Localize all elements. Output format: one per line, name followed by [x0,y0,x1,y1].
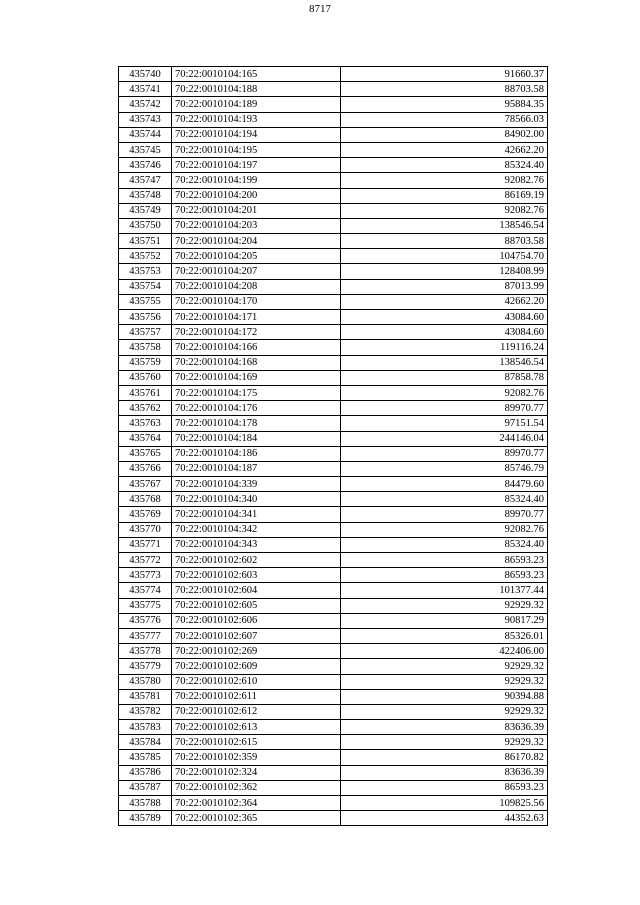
table-row [119,370,548,385]
table-row [119,568,548,583]
row-number-cell: 435764 [119,431,172,446]
value-cell: 89970.77 [341,401,548,416]
value-cell: 86169.19 [341,188,548,203]
row-number-cell: 435746 [119,158,172,173]
cadastral-number-cell: 70:22:0010104:166 [172,340,341,355]
row-number-cell: 435771 [119,537,172,552]
table-row [119,188,548,203]
value-cell: 95884.35 [341,97,548,112]
table-row [119,203,548,218]
cadastral-number-cell: 70:22:0010104:342 [172,522,341,537]
table-row [119,553,548,568]
value-cell: 86170.82 [341,750,548,765]
value-cell: 119116.24 [341,340,548,355]
table-row [119,765,548,780]
cadastral-number-cell: 70:22:0010104:168 [172,355,341,370]
value-cell: 42662.20 [341,294,548,309]
value-cell: 92082.76 [341,522,548,537]
value-cell: 83636.39 [341,765,548,780]
value-cell: 78566.03 [341,112,548,127]
value-cell: 92929.32 [341,674,548,689]
registry-table [118,66,548,826]
cadastral-number-cell: 70:22:0010102:269 [172,644,341,659]
value-cell: 109825.56 [341,796,548,811]
row-number-cell: 435755 [119,294,172,309]
cadastral-number-cell: 70:22:0010104:341 [172,507,341,522]
row-number-cell: 435754 [119,279,172,294]
cadastral-number-cell: 70:22:0010102:362 [172,780,341,795]
row-number-cell: 435779 [119,659,172,674]
table-row [119,279,548,294]
cadastral-number-cell: 70:22:0010102:359 [172,750,341,765]
value-cell: 92929.32 [341,659,548,674]
table-row [119,780,548,795]
table-row [119,613,548,628]
table-row [119,355,548,370]
cadastral-number-cell: 70:22:0010102:603 [172,568,341,583]
value-cell: 138546.54 [341,218,548,233]
row-number-cell: 435753 [119,264,172,279]
value-cell: 84479.60 [341,477,548,492]
row-number-cell: 435786 [119,765,172,780]
cadastral-number-cell: 70:22:0010104:186 [172,446,341,461]
row-number-cell: 435768 [119,492,172,507]
value-cell: 88703.58 [341,82,548,97]
table-row [119,628,548,643]
row-number-cell: 435781 [119,689,172,704]
table-row [119,461,548,476]
cadastral-number-cell: 70:22:0010104:201 [172,203,341,218]
value-cell: 97151.54 [341,416,548,431]
value-cell: 89970.77 [341,446,548,461]
cadastral-number-cell: 70:22:0010104:189 [172,97,341,112]
row-number-cell: 435784 [119,735,172,750]
cadastral-number-cell: 70:22:0010104:207 [172,264,341,279]
value-cell: 92082.76 [341,385,548,400]
value-cell: 90394.88 [341,689,548,704]
cadastral-number-cell: 70:22:0010104:172 [172,325,341,340]
row-number-cell: 435773 [119,568,172,583]
cadastral-number-cell: 70:22:0010104:176 [172,401,341,416]
table-body [119,67,548,826]
cadastral-number-cell: 70:22:0010104:208 [172,279,341,294]
row-number-cell: 435752 [119,249,172,264]
cadastral-number-cell: 70:22:0010104:195 [172,142,341,157]
table-row [119,385,548,400]
row-number-cell: 435751 [119,234,172,249]
cadastral-number-cell: 70:22:0010104:184 [172,431,341,446]
value-cell: 92082.76 [341,173,548,188]
table-row [119,507,548,522]
row-number-cell: 435778 [119,644,172,659]
row-number-cell: 435785 [119,750,172,765]
row-number-cell: 435780 [119,674,172,689]
table-row [119,477,548,492]
table-row [119,234,548,249]
table-row [119,310,548,325]
page-number: 8717 [309,3,331,15]
row-number-cell: 435767 [119,477,172,492]
table-row [119,416,548,431]
row-number-cell: 435742 [119,97,172,112]
table-row [119,264,548,279]
value-cell: 90817.29 [341,613,548,628]
value-cell: 84902.00 [341,127,548,142]
table-row [119,249,548,264]
table-row [119,583,548,598]
value-cell: 85324.40 [341,492,548,507]
table-row [119,522,548,537]
cadastral-number-cell: 70:22:0010102:610 [172,674,341,689]
table-row [119,735,548,750]
row-number-cell: 435747 [119,173,172,188]
cadastral-number-cell: 70:22:0010102:615 [172,735,341,750]
table-row [119,796,548,811]
value-cell: 92929.32 [341,704,548,719]
cadastral-number-cell: 70:22:0010102:607 [172,628,341,643]
table-row [119,142,548,157]
cadastral-number-cell: 70:22:0010104:200 [172,188,341,203]
table-row [119,598,548,613]
row-number-cell: 435740 [119,67,172,82]
table-row [119,158,548,173]
row-number-cell: 435749 [119,203,172,218]
cadastral-number-cell: 70:22:0010104:165 [172,67,341,82]
cadastral-number-cell: 70:22:0010102:612 [172,704,341,719]
value-cell: 86593.23 [341,568,548,583]
table-row [119,97,548,112]
cadastral-number-cell: 70:22:0010102:611 [172,689,341,704]
value-cell: 92929.32 [341,735,548,750]
table-row [119,446,548,461]
cadastral-number-cell: 70:22:0010104:197 [172,158,341,173]
value-cell: 44352.63 [341,811,548,826]
value-cell: 101377.44 [341,583,548,598]
cadastral-number-cell: 70:22:0010104:187 [172,461,341,476]
value-cell: 88703.58 [341,234,548,249]
value-cell: 87858.78 [341,370,548,385]
table-row [119,659,548,674]
table-row [119,704,548,719]
table-row [119,720,548,735]
cadastral-number-cell: 70:22:0010102:613 [172,720,341,735]
value-cell: 138546.54 [341,355,548,370]
row-number-cell: 435782 [119,704,172,719]
table-row [119,401,548,416]
row-number-cell: 435758 [119,340,172,355]
value-cell: 87013.99 [341,279,548,294]
cadastral-number-cell: 70:22:0010104:204 [172,234,341,249]
row-number-cell: 435760 [119,370,172,385]
row-number-cell: 435772 [119,553,172,568]
row-number-cell: 435748 [119,188,172,203]
row-number-cell: 435761 [119,385,172,400]
value-cell: 42662.20 [341,142,548,157]
value-cell: 86593.23 [341,553,548,568]
cadastral-number-cell: 70:22:0010104:340 [172,492,341,507]
table-row [119,67,548,82]
value-cell: 91660.37 [341,67,548,82]
value-cell: 83636.39 [341,720,548,735]
row-number-cell: 435745 [119,142,172,157]
row-number-cell: 435744 [119,127,172,142]
table-row [119,644,548,659]
row-number-cell: 435765 [119,446,172,461]
value-cell: 85326.01 [341,628,548,643]
value-cell: 104754.70 [341,249,548,264]
value-cell: 128408.99 [341,264,548,279]
table-row [119,674,548,689]
row-number-cell: 435763 [119,416,172,431]
cadastral-number-cell: 70:22:0010102:324 [172,765,341,780]
value-cell: 92082.76 [341,203,548,218]
row-number-cell: 435766 [119,461,172,476]
value-cell: 43084.60 [341,310,548,325]
value-cell: 244146.04 [341,431,548,446]
value-cell: 86593.23 [341,780,548,795]
table-row [119,431,548,446]
value-cell: 422406.00 [341,644,548,659]
table-row [119,325,548,340]
cadastral-number-cell: 70:22:0010104:339 [172,477,341,492]
table-row [119,811,548,826]
value-cell: 89970.77 [341,507,548,522]
cadastral-number-cell: 70:22:0010102:605 [172,598,341,613]
row-number-cell: 435759 [119,355,172,370]
table-row [119,492,548,507]
table-row [119,173,548,188]
table-row [119,112,548,127]
row-number-cell: 435789 [119,811,172,826]
value-cell: 85324.40 [341,158,548,173]
value-cell: 92929.32 [341,598,548,613]
cadastral-number-cell: 70:22:0010104:178 [172,416,341,431]
table-row [119,537,548,552]
row-number-cell: 435787 [119,780,172,795]
table-row [119,340,548,355]
row-number-cell: 435788 [119,796,172,811]
cadastral-number-cell: 70:22:0010104:203 [172,218,341,233]
cadastral-number-cell: 70:22:0010104:169 [172,370,341,385]
row-number-cell: 435750 [119,218,172,233]
cadastral-number-cell: 70:22:0010104:199 [172,173,341,188]
cadastral-number-cell: 70:22:0010104:193 [172,112,341,127]
table-row [119,127,548,142]
row-number-cell: 435769 [119,507,172,522]
table-row [119,218,548,233]
cadastral-number-cell: 70:22:0010102:606 [172,613,341,628]
row-number-cell: 435775 [119,598,172,613]
row-number-cell: 435776 [119,613,172,628]
row-number-cell: 435774 [119,583,172,598]
value-cell: 85324.40 [341,537,548,552]
cadastral-number-cell: 70:22:0010104:171 [172,310,341,325]
table-row [119,750,548,765]
cadastral-number-cell: 70:22:0010104:343 [172,537,341,552]
value-cell: 43084.60 [341,325,548,340]
cadastral-number-cell: 70:22:0010104:194 [172,127,341,142]
value-cell: 85746.79 [341,461,548,476]
row-number-cell: 435741 [119,82,172,97]
cadastral-number-cell: 70:22:0010104:175 [172,385,341,400]
row-number-cell: 435777 [119,628,172,643]
cadastral-number-cell: 70:22:0010102:604 [172,583,341,598]
table-row [119,82,548,97]
row-number-cell: 435743 [119,112,172,127]
cadastral-number-cell: 70:22:0010102:364 [172,796,341,811]
cadastral-number-cell: 70:22:0010102:365 [172,811,341,826]
row-number-cell: 435756 [119,310,172,325]
table-row [119,294,548,309]
cadastral-number-cell: 70:22:0010104:170 [172,294,341,309]
row-number-cell: 435783 [119,720,172,735]
cadastral-number-cell: 70:22:0010104:205 [172,249,341,264]
row-number-cell: 435762 [119,401,172,416]
row-number-cell: 435757 [119,325,172,340]
cadastral-number-cell: 70:22:0010102:602 [172,553,341,568]
cadastral-number-cell: 70:22:0010104:188 [172,82,341,97]
cadastral-number-cell: 70:22:0010102:609 [172,659,341,674]
row-number-cell: 435770 [119,522,172,537]
table-row [119,689,548,704]
